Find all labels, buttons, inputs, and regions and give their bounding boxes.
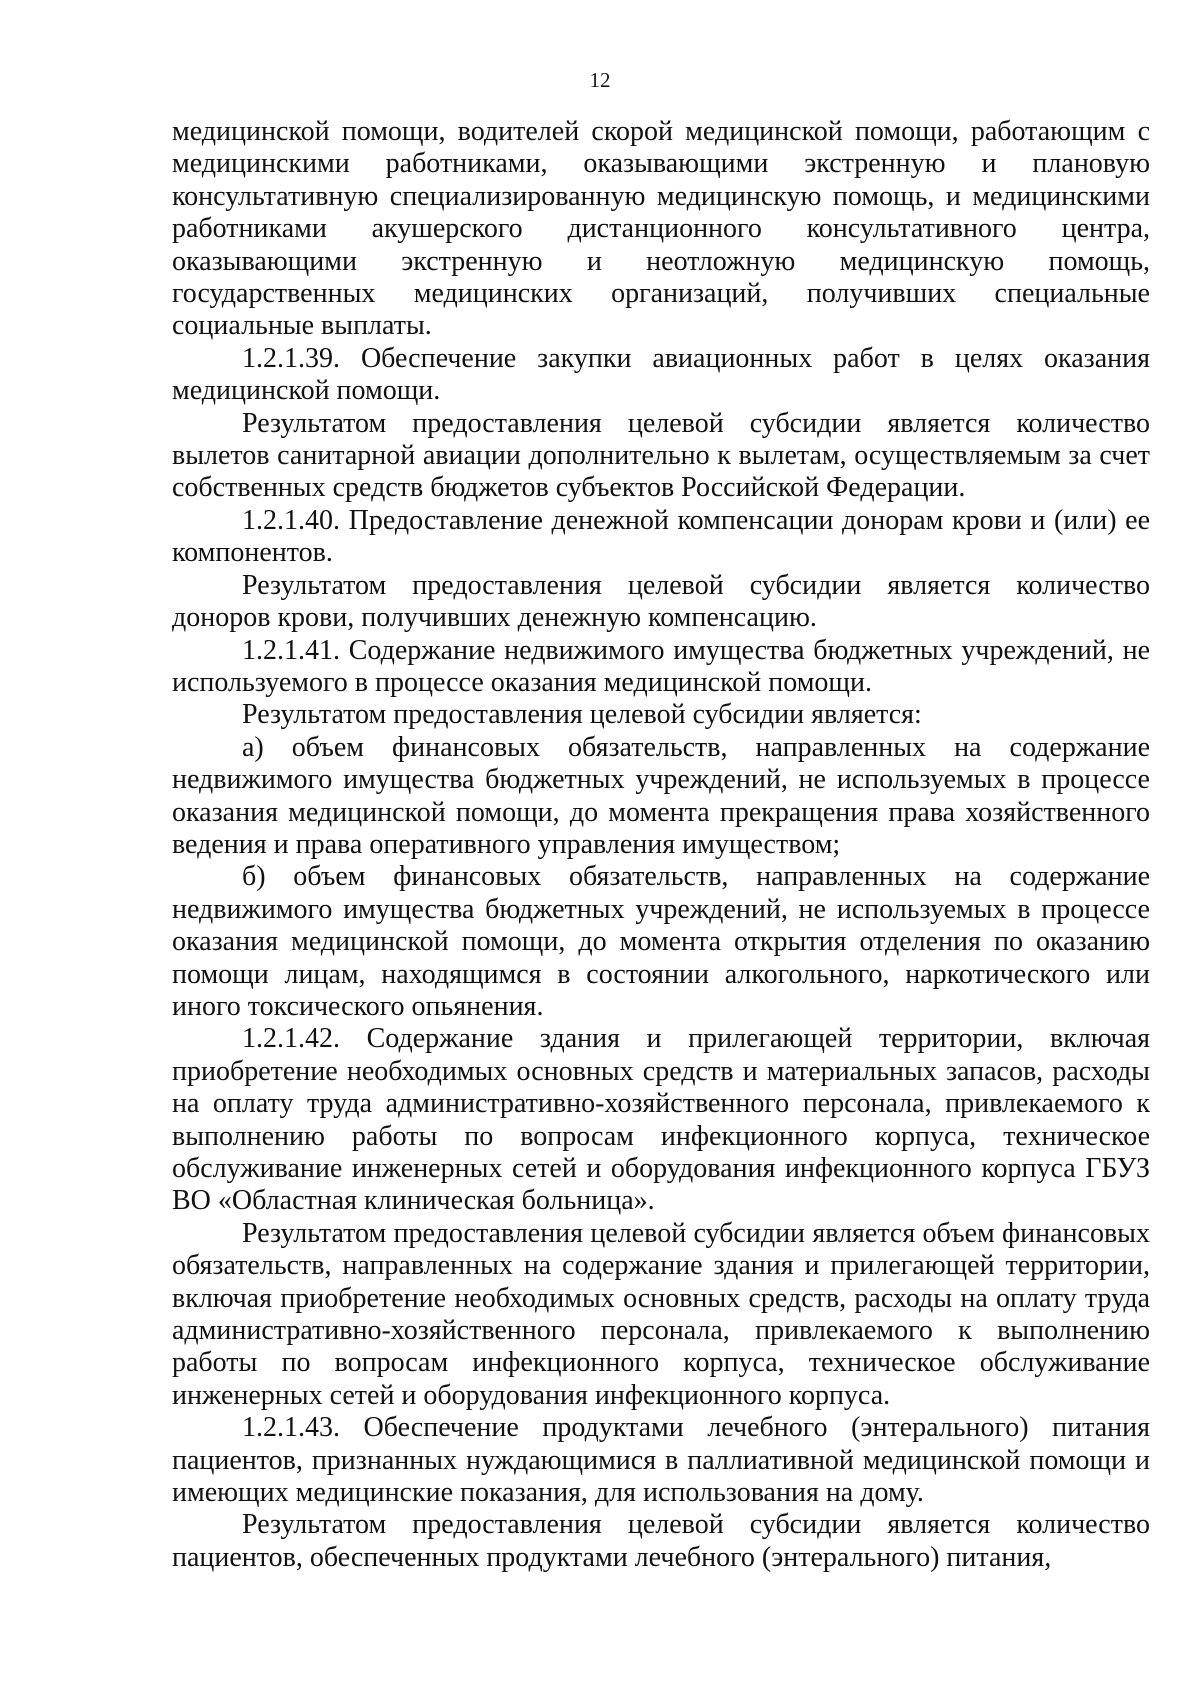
paragraph-item-b: б) объем финансовых обязательств, направленных на содержание недвижимого имущества бюджетных учреждений, не используемых в процессе оказания медицинской помощи, до момента открытия отделения по оказанию помощи лицам, находящимся в состоянии алкогольного, наркотического или иного токсического опьянения. bbox=[172, 861, 1150, 1022]
paragraph-result-1-2-1-41: Результатом предоставления целевой субсидии является: bbox=[242, 699, 922, 731]
paragraph-1-2-1-42: 1.2.1.42. Содержание здания и прилегающей территории, включая приобретение необходимых основных средств и материальных запасов, расходы на оплату труда административно-хозяйственного персонала, привлекаемого к выполнению работы по вопросам инфекционного корпуса, техническое обслуживание инженерных сетей и оборудования инфекционного корпуса ГБУЗ ВО «Областная клиническая больница». bbox=[172, 1023, 1150, 1217]
paragraph-1-2-1-39: 1.2.1.39. Обеспечение закупки авиационных работ в целях оказания медицинской помощи. bbox=[172, 342, 1150, 407]
paragraph-item-a: а) объем финансовых обязательств, направленных на содержание недвижимого имущества бюджетных учреждений, не используемых в процессе оказания медицинской помощи, до момента прекращения права хозяйственного ведения и права оперативного управления имуществом; bbox=[172, 731, 1150, 860]
paragraph-result-1-2-1-39: Результатом предоставления целевой субсидии является количество вылетов санитарной авиации дополнительно к вылетам, осуществляемым за счет собственных средств бюджетов субъектов Российской Федерации. bbox=[172, 407, 1150, 504]
paragraph-result-1-2-1-40: Результатом предоставления целевой субсидии является количество доноров крови, получивших денежную компенсацию. bbox=[172, 569, 1150, 634]
page-number: 12 bbox=[589, 68, 611, 92]
paragraph-1-2-1-40: 1.2.1.40. Предоставление денежной компенсации донорам крови и (или) ее компонентов. bbox=[172, 504, 1150, 569]
paragraph-continuation: медицинской помощи, водителей скорой медицинской помощи, работающим с медицинскими работниками, оказывающими экстренную и плановую консультативную специализированную медицинскую помощь, и медицинскими работниками акушерского дистанционного консультативного центра, оказывающими экстренную и неотложную медицинскую помощь, государственных медицинских организаций, получивших специальные социальные выплаты. bbox=[172, 116, 1150, 342]
paragraph-1-2-1-43: 1.2.1.43. Обеспечение продуктами лечебного (энтерального) питания пациентов, признанных нуждающимися в паллиативной медицинской помощи и имеющих медицинские показания, для использования на дому. bbox=[172, 1412, 1150, 1509]
paragraph-result-1-2-1-43: Результатом предоставления целевой субсидии является количество пациентов, обеспеченных продуктами лечебного (энтерального) питания, bbox=[172, 1509, 1150, 1573]
paragraph-result-1-2-1-42: Результатом предоставления целевой субсидии является объем финансовых обязательств, направленных на содержание здания и прилегающей территории, включая приобретение необходимых основных средств, расходы на оплату труда административно-хозяйственного персонала, привлекаемого к выполнению работы по вопросам инфекционного корпуса, техническое обслуживание инженерных сетей и оборудования инфекционного корпуса. bbox=[172, 1217, 1150, 1411]
document-body bbox=[172, 116, 1150, 1574]
paragraph-1-2-1-41: 1.2.1.41. Содержание недвижимого имущества бюджетных учреждений, не используемого в процессе оказания медицинской помощи. bbox=[172, 634, 1150, 698]
